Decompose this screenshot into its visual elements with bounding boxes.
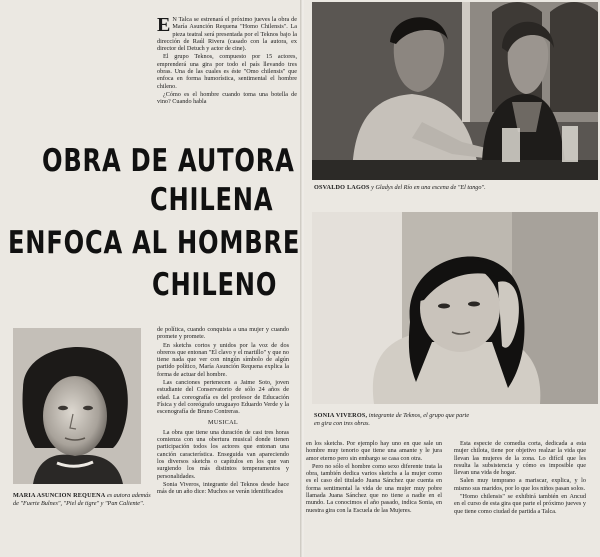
headline-line-1: OBRA DE AUTORA (42, 143, 295, 179)
portrait-caption (13, 492, 153, 507)
col2-paragraph-2: En sketchs cortos y unidos por la voz de dos obreros que entonan "El clavo y el martillo" y que no tiene nada que ver con ningún símbolo de algún partido político, María Asunción Requena explica la forma de actuar del hombre. (157, 341, 289, 378)
sonia-caption-name: SONIA VIVEROS, (314, 412, 368, 419)
scene-caption-name: OSVALDO LAGOS (314, 184, 370, 191)
col3-paragraph-2: Pero no sólo el hombre como sexo diferente trata la obra, también dedica varios sketchs a la mujer como es el caso del titulado Juana Sánchez que cuenta en forma sentimental la vida de una mujer muy pobre llamada Juana Sánchez que no tiene a nadie en el mundo. La conocimos el año pasado, indica Sonia, en nuestra gira con la Escuela de las Mujeres. (306, 462, 442, 514)
col4-paragraph-1: Esta especie de comedia corta, dedicada a esta mujer chilota, tiene por objetivo realzar la vida que llevan las mujeres de la zona. Lo difícil que les resulta la subsistencia y cómo es imposible que llevan una vida de hogar. (454, 440, 586, 477)
portrait-image (13, 328, 141, 484)
scene-image (312, 2, 598, 180)
col3-paragraph-1: en los sketchs. Por ejemplo hay uno en que sale un hombre muy tenorio que tiene una amante y le jura amor eterno pero sin embargo se casa con otra. (306, 440, 442, 462)
intro-paragraph-1: E N Talca se estrenará el próximo jueves la obra de María Asunción Requena "Homo Chilensis". La pieza teatral será presentada por el Teknos bajo la dirección de Raúl Rivera (casado con la autora, ex director del Detuch y actor de cine). (157, 16, 297, 53)
scene-caption (314, 184, 564, 192)
col4-paragraph-3: "Homo chilensis" se exhibirá también en Ancud en el curso de esta gira que parte el próximo jueves y que tiene como ciudad de partida a Talca. (454, 493, 586, 515)
intro-paragraph-2: El grupo Teknos, compuesto por 15 actores, emprenderá una gira por todo el país llevando tres obras. Una de las cuales es éste "Omo chilensis" que enfoca en forma humorística, sentimental el hombre chileno. (157, 53, 297, 90)
col2-paragraph-4: La obra que tiene una duración de casi tres horas comienza con una obertura musical donde tienen participación todos los actores que entonan una canción característica. Enseguida van apareciendo los diversos sketchs o capítulos en los que van surgiendo los más distintos temperamentos y personalidades. (157, 428, 289, 480)
sonia-viveros-photo (312, 212, 598, 404)
sonia-image (312, 212, 598, 404)
col4-paragraph-2: Salen muy temprano a mariscar, explica, y lo mismo sus maridos, por lo que los niños pasan solos. (454, 477, 586, 492)
sonia-caption (314, 412, 474, 427)
article-intro-column (157, 16, 297, 136)
col2-paragraph-5: Sonia Viveros, integrante del Teknos desde hace más de un año dice: Muchos se verán identificados (157, 480, 289, 496)
drop-cap: E (157, 16, 171, 36)
article-column-3 (306, 440, 442, 554)
right-page (304, 0, 600, 557)
portrait-caption-name: MARIA ASUNCION REQUENA (13, 492, 106, 499)
article-column-2 (157, 326, 289, 554)
article-column-4 (454, 440, 586, 554)
subhead-musical: MUSICAL (208, 418, 238, 426)
col2-paragraph-1: de política, cuando conquista a una mujer y cuando promete y promete. (157, 326, 289, 341)
author-portrait-photo (13, 328, 141, 484)
scene-caption-text: y Gladys del Río en una escena de "El tango". (369, 184, 486, 191)
headline-line-4: CHILENO (152, 267, 278, 303)
scene-photo-el-tango (312, 2, 598, 180)
intro-paragraph-3: ¿Cómo es el hombre cuando toma una botella de vino? Cuando habla (157, 90, 297, 106)
headline-line-2: CHILENA (150, 182, 274, 218)
col2-paragraph-3: Las canciones pertenecen a Jaime Soto, joven estudiante del Conservatorio de sólo 24 años de edad. La coreografía es del profesor de Educación Física y del coreógrafo uruguayo Eduardo Verde y la escenografía de Bruno Contreras. (157, 379, 289, 416)
portrait-caption-text: es autora además de "Fuerte Bulnes", "Piel de tigre" y "Pan Caliente". (13, 492, 151, 507)
headline-line-3: ENFOCA AL HOMBRE (8, 225, 301, 261)
sonia-caption-text: integrante de Teknos, el grupo que parte en gira con tres obras. (314, 412, 470, 427)
